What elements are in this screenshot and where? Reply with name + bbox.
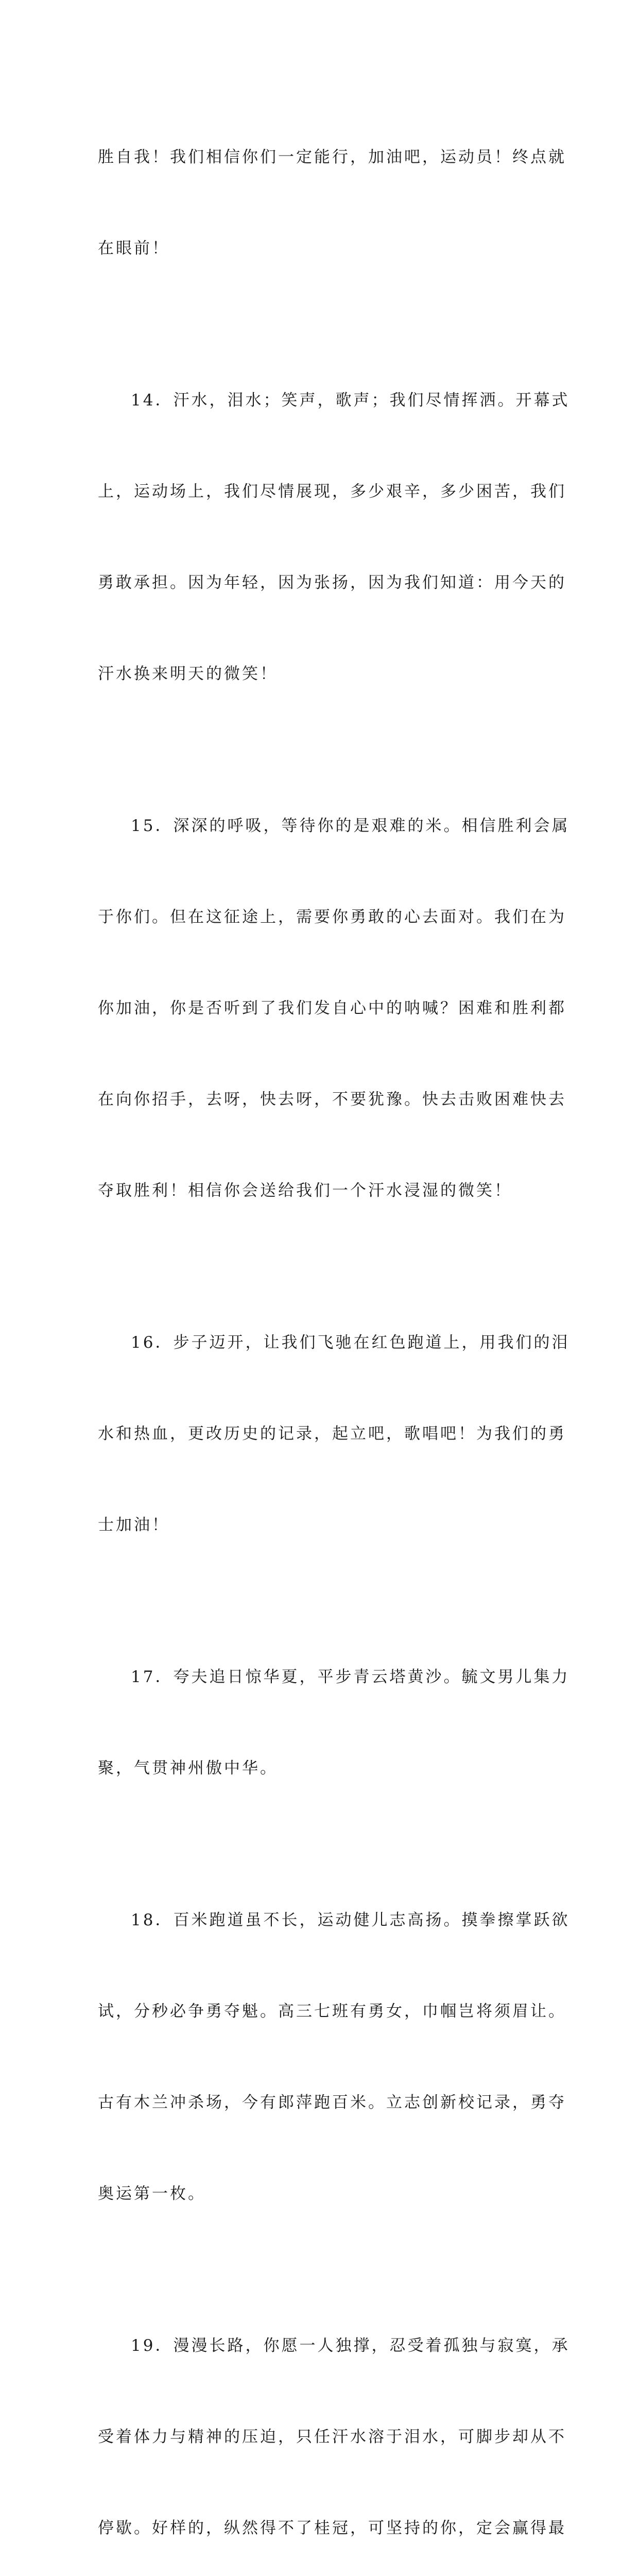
text-line: 胜自我！我们相信你们一定能行，加油吧，运动员！终点就 [98, 148, 566, 166]
text-line: 受着体力与精神的压迫，只任汗水溶于泪水，可脚步却从不 [98, 2428, 566, 2446]
text-line: 16．步子迈开，让我们飞驰在红色跑道上，用我们的泪 [131, 1333, 570, 1352]
text-line: 18．百米跑道虽不长，运动健儿志高扬。摸拳擦掌跃欲 [131, 1911, 570, 1929]
text-line: 士加油！ [98, 1516, 170, 1534]
paragraph-continuation [98, 81, 566, 325]
text-line: 奥运第一枚。 [98, 2184, 206, 2203]
text-line: 上，运动场上，我们尽情展现，多少艰辛，多少困苦，我们 [98, 482, 566, 501]
text-line: 试，分秒必争勇夺魁。高三七班有勇女，巾帼岂将须眉让。 [98, 2002, 566, 2021]
paragraph-item-19 [98, 2270, 570, 2576]
paragraph-item-15 [98, 750, 570, 1267]
text-line: 在眼前！ [98, 239, 170, 258]
document-page [98, 81, 570, 2576]
text-line: 停歇。好样的，纵然得不了桂冠，可坚持的你，定会赢得最 [98, 2519, 566, 2537]
text-line: 14．汗水，泪水；笑声，歌声；我们尽情挥洒。开幕式 [131, 391, 570, 410]
text-line: 在向你招手，去呀，快去呀，不要犹豫。快去击败困难快去 [98, 1090, 566, 1109]
text-line: 15．深深的呼吸，等待你的是艰难的米。相信胜利会属 [131, 817, 570, 835]
paragraph-item-14 [98, 325, 570, 750]
text-line: 古有木兰冲杀场，今有郎萍跑百米。立志创新校记录，勇夺 [98, 2093, 566, 2112]
text-line: 聚，气贯神州傲中华。 [98, 1759, 278, 1777]
text-line: 汗水换来明天的微笑！ [98, 665, 278, 683]
text-line: 你加油，你是否听到了我们发自心中的呐喊？困难和胜利都 [98, 999, 566, 1018]
text-line: 夺取胜利！相信你会送给我们一个汗水浸湿的微笑！ [98, 1181, 512, 1200]
paragraph-item-16 [98, 1267, 570, 1601]
text-line: 水和热血，更改历史的记录，起立吧，歌唱吧！为我们的勇 [98, 1425, 566, 1443]
paragraph-item-17 [98, 1601, 570, 1844]
paragraph-item-18 [98, 1844, 570, 2270]
text-line: 勇敢承担。因为年轻，因为张扬，因为我们知道：用今天的 [98, 573, 566, 592]
text-line: 19．漫漫长路，你愿一人独撑，忍受着孤独与寂寞，承 [131, 2336, 570, 2355]
text-line: 17．夸夫追日惊华夏，平步青云塔黄沙。毓文男儿集力 [131, 1668, 570, 1686]
text-line: 于你们。但在这征途上，需要你勇敢的心去面对。我们在为 [98, 908, 566, 926]
